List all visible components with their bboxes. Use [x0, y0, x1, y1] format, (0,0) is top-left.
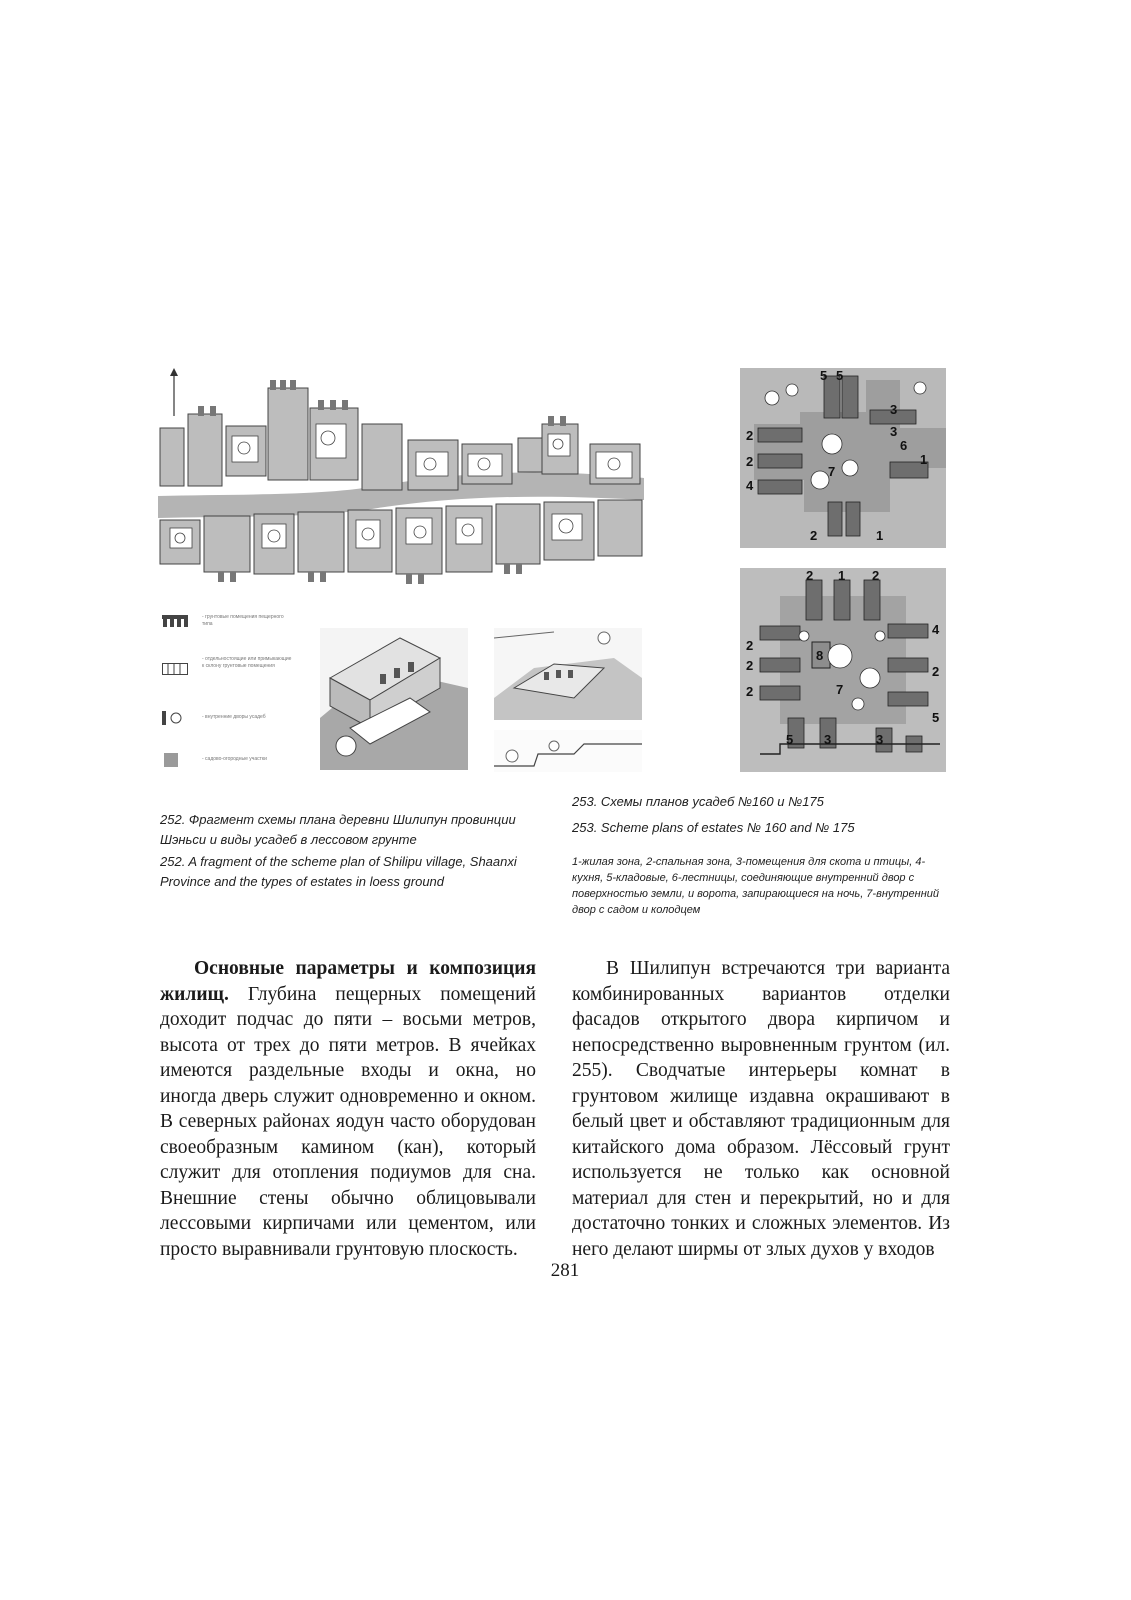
- figure-253-caption-en: 253. Scheme plans of estates № 160 and № 175: [572, 820, 855, 835]
- svg-text:3: 3: [876, 732, 884, 747]
- svg-text:7: 7: [836, 682, 844, 697]
- estate-175-plan: [740, 568, 946, 772]
- legend-item-label: - садово-огородные участки: [202, 756, 267, 762]
- left-text-column: [160, 956, 536, 1262]
- svg-text:4: 4: [746, 478, 754, 493]
- north-arrow-icon: [170, 368, 178, 416]
- svg-text:2: 2: [806, 568, 814, 583]
- svg-text:5: 5: [836, 368, 844, 383]
- freestanding-rooms-icon: [162, 663, 188, 675]
- estate-160-plan: [740, 368, 946, 548]
- svg-text:3: 3: [890, 424, 898, 439]
- svg-text:6: 6: [900, 438, 908, 453]
- figure-252-caption-ru: 252. Фрагмент схемы плана деревни Шилипун провинции Шэньси и виды усадеб в лессовом грунте: [160, 812, 516, 847]
- svg-text:8: 8: [816, 648, 824, 663]
- svg-text:2: 2: [746, 658, 754, 673]
- village-plan-legend: [162, 612, 302, 772]
- svg-text:1: 1: [838, 568, 846, 583]
- svg-text:2: 2: [746, 684, 754, 699]
- svg-text:2: 2: [746, 638, 754, 653]
- svg-text:3: 3: [890, 402, 898, 417]
- svg-text:2: 2: [872, 568, 880, 583]
- estate-axonometric-view: [320, 628, 468, 770]
- village-plan-figure: [158, 368, 644, 590]
- right-text-column: [572, 956, 950, 1262]
- cave-type-rooms-icon: [162, 615, 188, 627]
- figure-253-caption-ru: 253. Схемы планов усадеб №160 и №175: [572, 794, 824, 809]
- svg-text:2: 2: [746, 428, 754, 443]
- page-number: 281: [550, 1260, 580, 1281]
- right-paragraph: В Шилипун встречаются три варианта комбинированных вариантов отделки фасадов открытого двора кирпичом и непосредственно выровненным грунтом (ил. 255). Сводчатые интерьеры комнат в грунтовом жилище издавна окрашивают в белый цвет и обставляют традиционным для китайского дома образом. Лёссовый грунт используется не только как основной материал для стен и перекрытий, но и для достаточно тонких и сложных элементов. Из него делают ширмы от злых духов у входов: [572, 958, 950, 1260]
- svg-text:5: 5: [786, 732, 794, 747]
- section-heading: Основные параметры и композиция жилищ.: [160, 958, 536, 1005]
- svg-text:5: 5: [932, 710, 940, 725]
- svg-text:1: 1: [876, 528, 884, 543]
- svg-text:2: 2: [810, 528, 818, 543]
- estate-section-view: [494, 730, 642, 772]
- legend-item-label: - грунтовые помещения пещерного типа: [202, 614, 284, 627]
- svg-text:7: 7: [828, 464, 836, 479]
- svg-text:3: 3: [824, 732, 832, 747]
- garden-plots-icon: [164, 753, 178, 767]
- svg-text:2: 2: [932, 664, 940, 679]
- left-paragraph: Глубина пещерных помещений доходит подчас до пяти – восьми метров, высота от трех до пяти метров. В ячейках имеются раздельные входы и окна, но иногда дверь служит одновременно и окном. В северных районах яодун часто оборудован своеобразным камином (кан), который служит для отопления подиумов для сна. Внешние стены обычно облицовывали лессовыми кирпичами или цементом, или просто выравнивали грунтовую плоскость.: [160, 983, 536, 1260]
- estate-perspective-view: [494, 628, 642, 720]
- inner-courtyards-icon: [162, 711, 188, 725]
- figure-253-legend: 1-жилая зона, 2-спальная зона, 3-помещения для скота и птицы, 4-кухня, 5-кладовые, 6-лестницы, соединяющие внутренний двор с поверхностью земли, и ворота, запирающиеся на ночь, 7-внутренний двор с садом и колодцем: [572, 856, 939, 916]
- legend-item-label: - отдельностоящие или примыкающие к склону грунтовые помещения: [202, 656, 292, 669]
- svg-text:1: 1: [920, 452, 928, 467]
- svg-text:2: 2: [746, 454, 754, 469]
- svg-text:5: 5: [820, 368, 828, 383]
- svg-text:4: 4: [932, 622, 940, 637]
- legend-item-label: - внутренние дворы усадеб: [202, 714, 266, 720]
- figure-252-caption-en: 252. A fragment of the scheme plan of Shilipu village, Shaanxi Province and the types of estates in loess ground: [160, 854, 517, 889]
